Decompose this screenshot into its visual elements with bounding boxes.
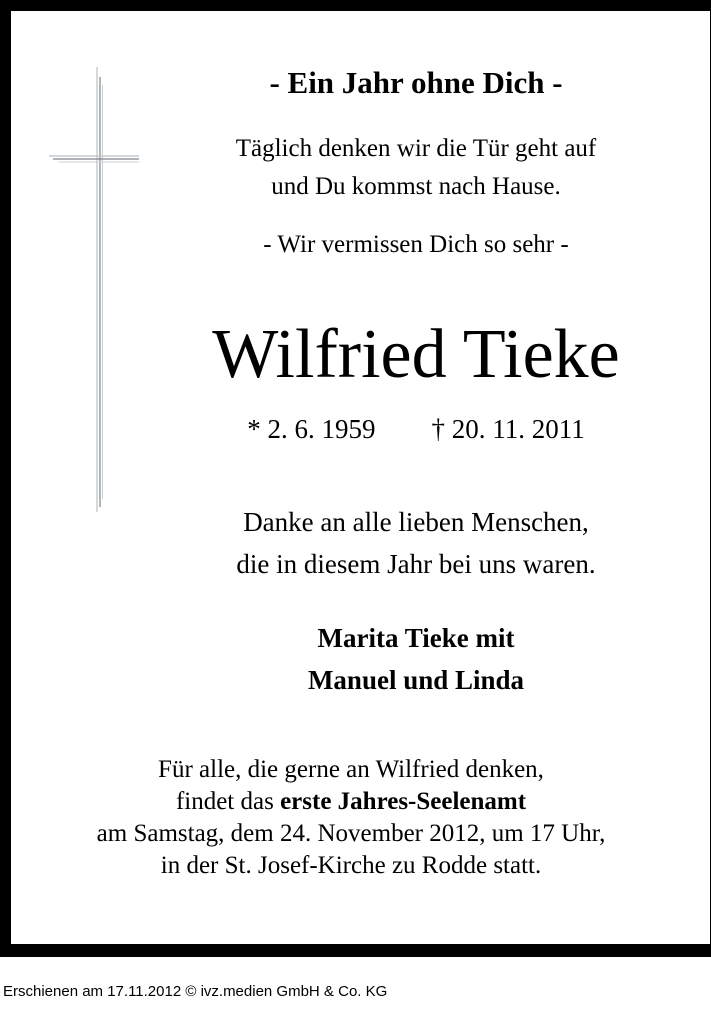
notice-line-1: Für alle, die gerne an Wilfried denken, bbox=[158, 756, 544, 783]
notice-line-2-text: findet das bbox=[175, 788, 281, 815]
notice-event-name: erste Jahres-Seelenamt bbox=[280, 788, 527, 815]
obituary-content bbox=[11, 11, 710, 944]
cross-icon bbox=[39, 67, 139, 512]
signature-line-2: Manuel und Linda bbox=[307, 665, 525, 695]
life-dates bbox=[221, 414, 611, 445]
notice-line-4: in der St. Josef-Kirche zu Rodde statt. bbox=[160, 852, 542, 879]
birth-date: * 2. 6. 1959 bbox=[247, 414, 376, 444]
poem-line-3: - Wir vermissen Dich so sehr - bbox=[263, 231, 569, 258]
thanks-line-2: die in diesem Jahr bei uns waren. bbox=[236, 549, 596, 579]
poem-line-1: Täglich denken wir die Tür geht auf bbox=[235, 135, 597, 162]
heading: - Ein Jahr ohne Dich - bbox=[269, 65, 563, 100]
thanks-line-1: Danke an alle lieben Menschen, bbox=[243, 507, 589, 537]
signature-line-1: Marita Tieke mit bbox=[317, 623, 515, 653]
publication-footer: Erschienen am 17.11.2012 © ivz.medien GmbH & Co. KG bbox=[3, 983, 388, 1000]
deceased-name: Wilfried Tieke bbox=[212, 316, 620, 393]
notice-line-2 bbox=[41, 788, 661, 816]
death-date: † 20. 11. 2011 bbox=[431, 414, 585, 444]
notice-line-3: am Samstag, dem 24. November 2012, um 17 Uhr, bbox=[96, 820, 606, 847]
poem-line-2: und Du kommst nach Hause. bbox=[271, 173, 561, 200]
